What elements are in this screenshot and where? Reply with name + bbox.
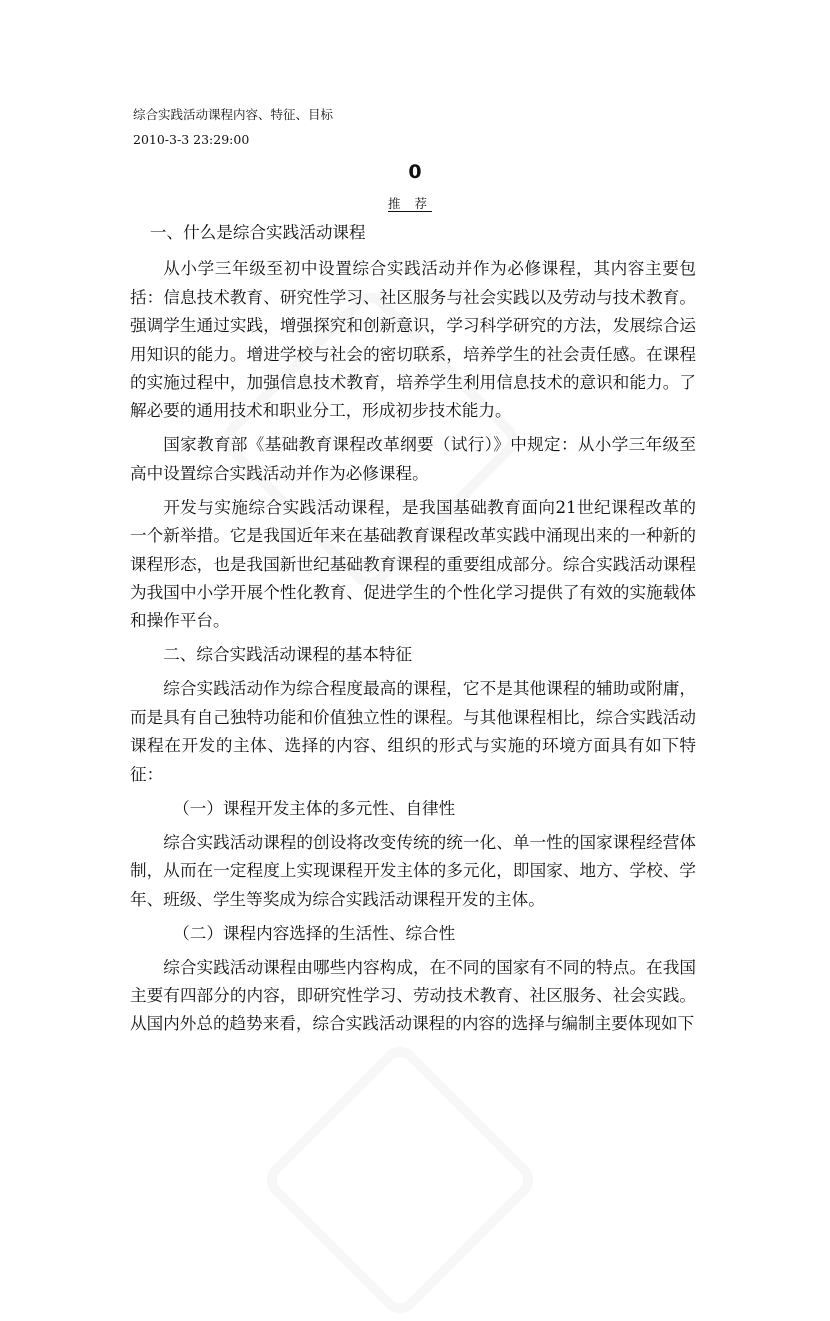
paragraph: 国家教育部《基础教育课程改革纲要（试行）》中规定：从小学三年级至高中设置综合实践活动并作为必修课程。 — [130, 435, 696, 483]
section-heading-2: 二、综合实践活动课程的基本特征 — [163, 645, 413, 665]
recommend-link[interactable]: 推 荐 — [388, 196, 432, 211]
watermark-logo-bottom — [259, 1039, 542, 1321]
article-body — [130, 219, 696, 1044]
subsection-heading-1: （一）课程开发主体的多元性、自律性 — [173, 798, 456, 818]
section-heading-1: 一、什么是综合实践活动课程 — [149, 223, 366, 242]
article-timestamp: 2010-3-3 23:29:00 — [133, 132, 250, 147]
paragraph: 综合实践活动作为综合程度最高的课程，它不是其他课程的辅助或附庸，而是具有自己独特功能和价值独立性的课程。与其他课程相比，综合实践活动课程在开发的主体、选择的内容、组织的形式与实施的环境方面具有如下特征： — [130, 679, 696, 784]
paragraph: 综合实践活动课程由哪些内容构成，在不同的国家有不同的特点。在我国主要有四部分的内容，即研究性学习、劳动技术教育、社区服务、社会实践。从国内外总的趋势来看，综合实践活动课程的内容的选择与编制主要体现如下 — [130, 957, 696, 1034]
paragraph: 开发与实施综合实践活动课程，是我国基础教育面向21世纪课程改革的一个新举措。它是我国近年来在基础教育课程改革实践中涌现出来的一种新的课程形态，也是我国新世纪基础教育课程的重要组成部分。综合实践活动课程为我国中小学开展个性化教育、促进学生的个性化学习提供了有效的实施载体和操作平台。 — [130, 497, 696, 631]
paragraph: 综合实践活动课程的创设将改变传统的统一化、单一性的国家课程经营体制，从而在一定程度上实现课程开发主体的多元化，即国家、地方、学校、学年、班级、学生等奖成为综合实践活动课程开发的主体。 — [130, 832, 696, 909]
vote-count: 0 — [408, 161, 422, 183]
paragraph: 从小学三年级至初中设置综合实践活动并作为必修课程，其内容主要包括：信息技术教育、研究性学习、社区服务与社会实践以及劳动与技术教育。强调学生通过实践，增强探究和创新意识，学习科学研究的方法，发展综合运用知识的能力。增进学校与社会的密切联系，培养学生的社会责任感。在课程的实施过程中，加强信息技术教育，培养学生利用信息技术的意识和能力。了解必要的通用技术和职业分工，形成初步技术能力。 — [130, 259, 696, 421]
subsection-heading-2: （二）课程内容选择的生活性、综合性 — [173, 923, 456, 943]
article-title: 综合实践活动课程内容、特征、目标 — [133, 107, 334, 122]
